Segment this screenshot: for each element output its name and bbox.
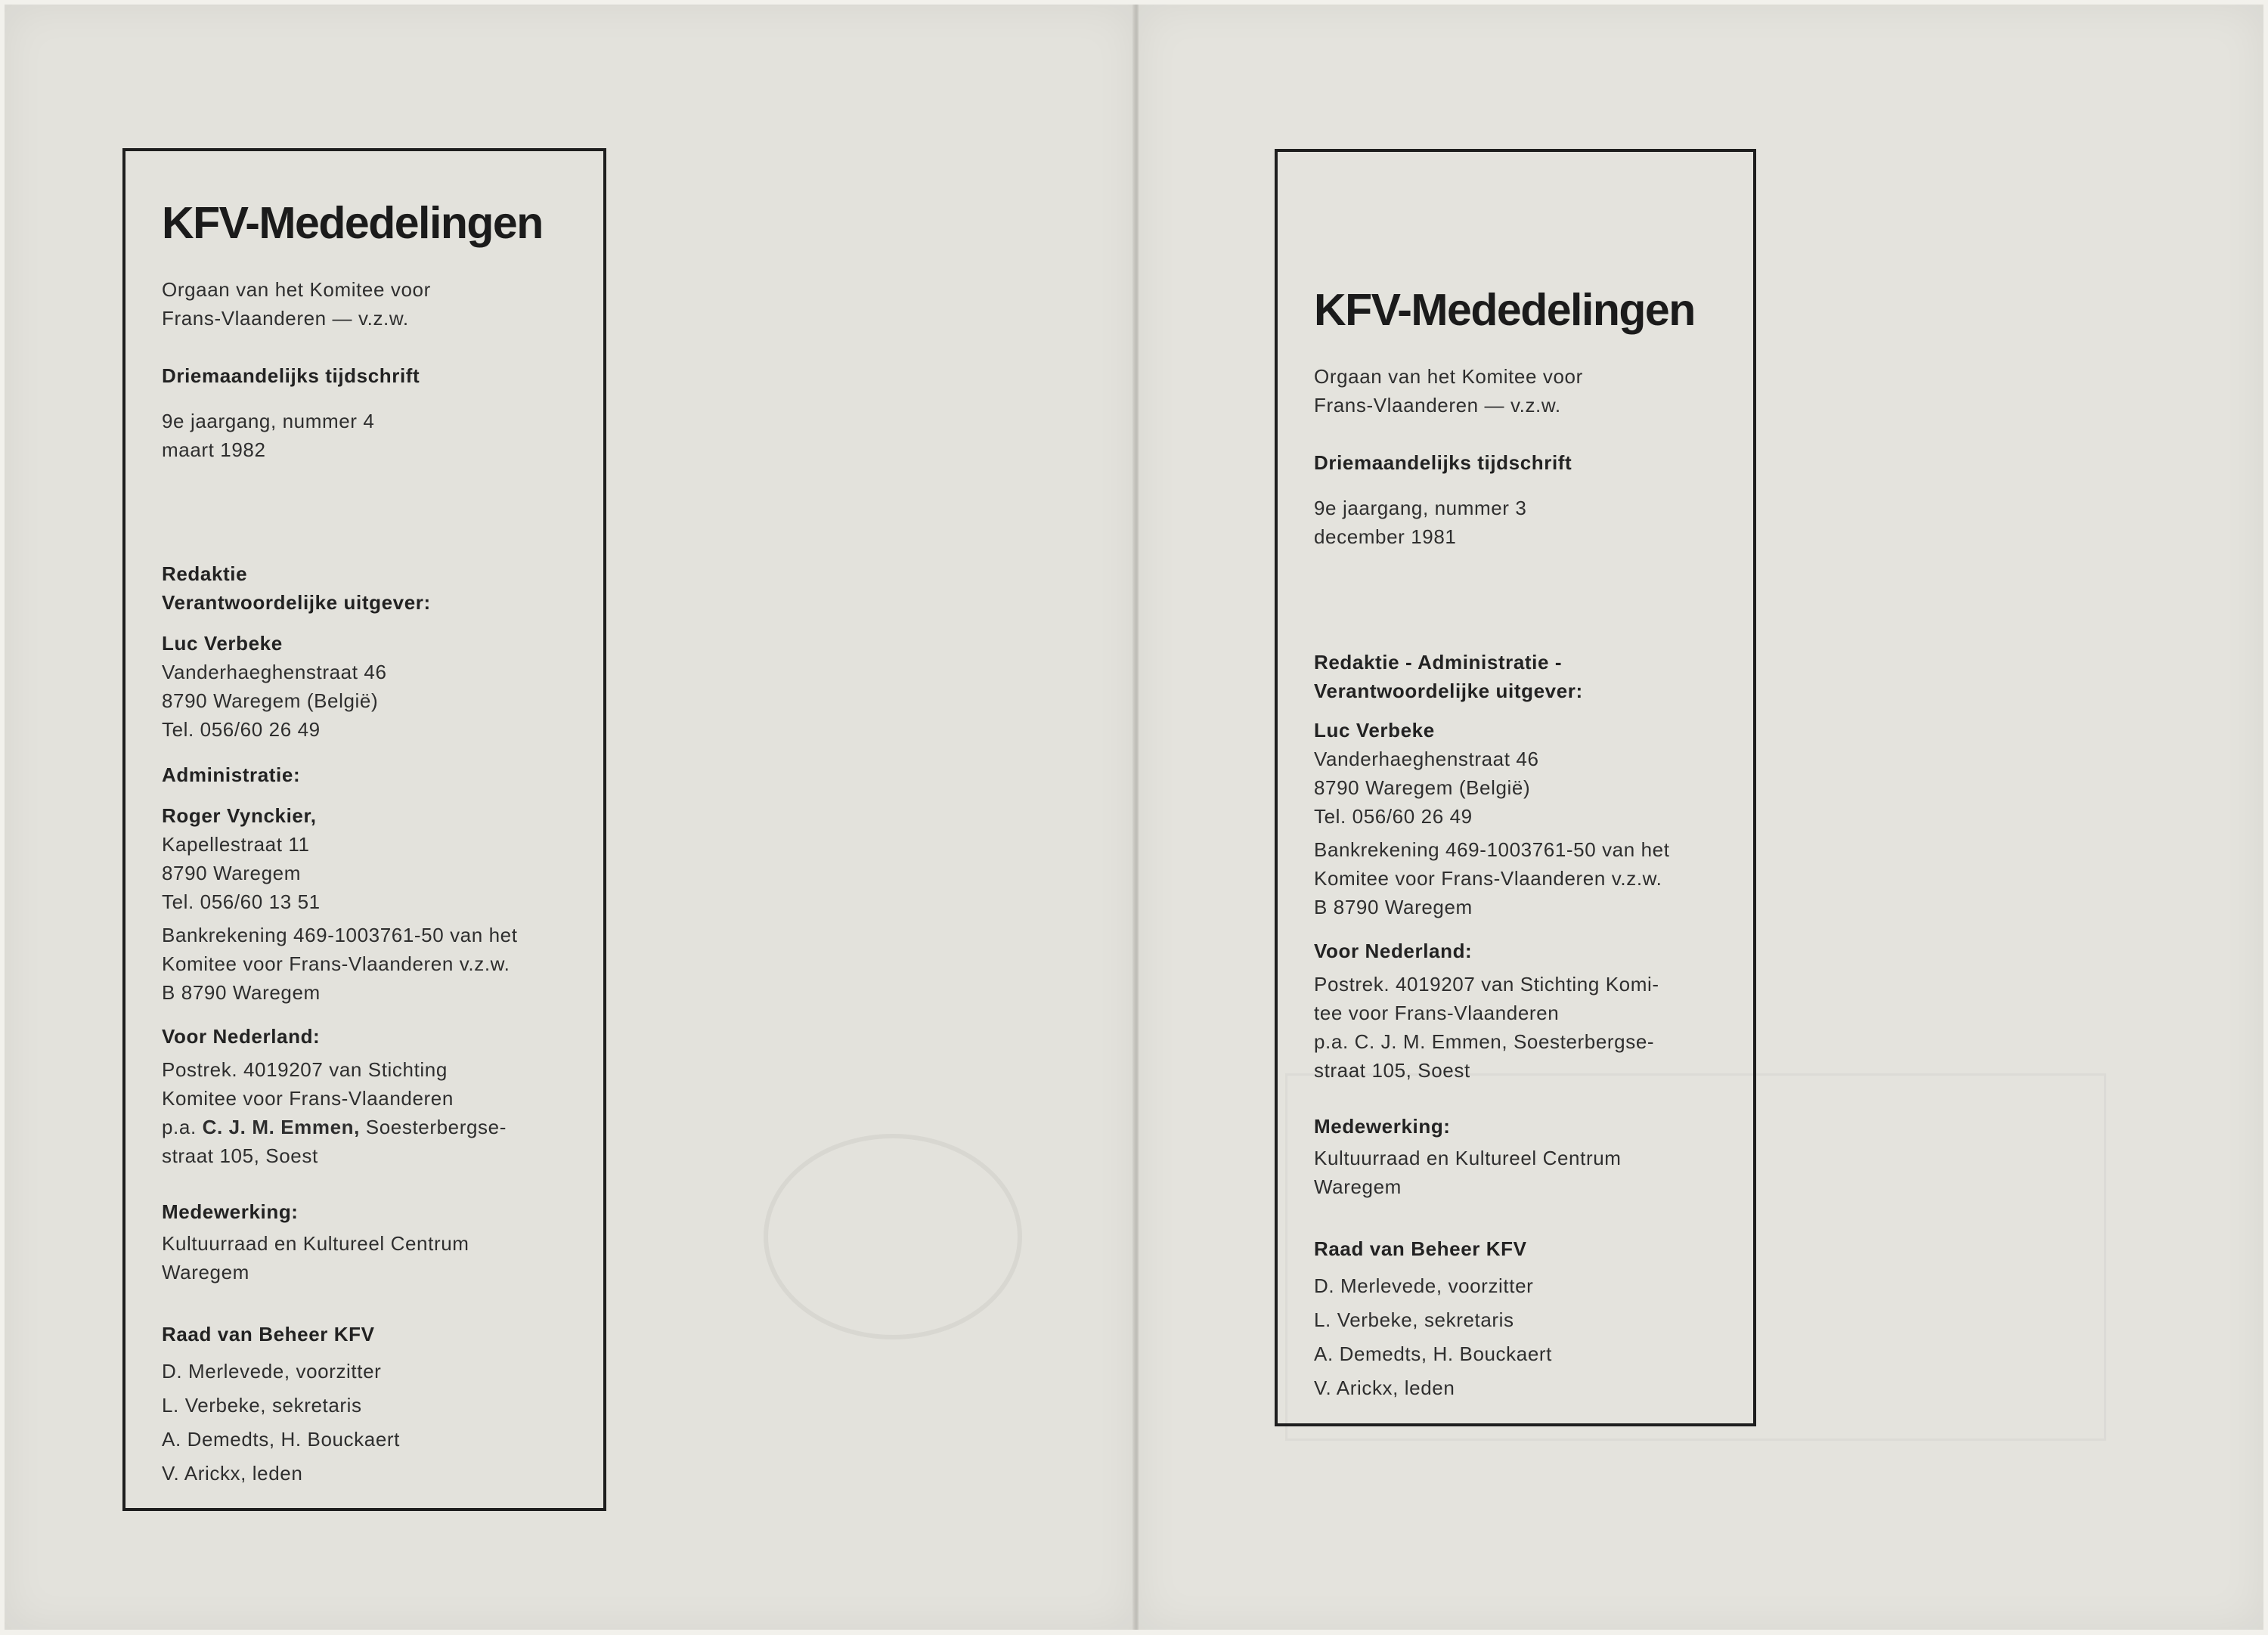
left-title: KFV-Mededelingen: [162, 198, 543, 248]
left-medewerking-line-1: Kultuurraad en Kultureel Centrum: [162, 1232, 469, 1255]
right-raad-heading: Raad van Beheer KFV: [1314, 1237, 1527, 1260]
right-editor-address-2: 8790 Waregem (België): [1314, 776, 1531, 799]
left-redaktie-line-1: Redaktie: [162, 562, 248, 585]
left-nl-line-4: straat 105, Soest: [162, 1144, 318, 1167]
left-raad-line-1: D. Merlevede, voorzitter: [162, 1360, 382, 1383]
right-nl-line-1: Postrek. 4019207 van Stichting Komi-: [1314, 973, 1659, 996]
right-bank-line-1: Bankrekening 469-1003761-50 van het: [1314, 838, 1670, 861]
right-organ-line-1: Orgaan van het Komitee voor: [1314, 365, 1583, 388]
left-nl-pa-name: C. J. M. Emmen,: [202, 1116, 360, 1138]
left-issue: [162, 407, 585, 464]
left-admin-address-1: Kapellestraat 11: [162, 833, 310, 856]
left-nl-pa-suffix: Soesterbergse-: [359, 1116, 507, 1138]
left-editor-address-1: Vanderhaeghenstraat 46: [162, 661, 387, 683]
right-redaktie-heading: [1314, 648, 1735, 705]
left-nl-block: [162, 1055, 585, 1170]
left-admin-address-3: Tel. 056/60 13 51: [162, 890, 321, 913]
right-medewerking-line-1: Kultuurraad en Kultureel Centrum: [1314, 1147, 1622, 1169]
right-raad-line-2: L. Verbeke, sekretaris: [1314, 1308, 1514, 1331]
left-redaktie-line-2: Verantwoordelijke uitgever:: [162, 591, 431, 614]
right-nl-heading: Voor Nederland:: [1314, 940, 1473, 962]
left-nl-line-2: Komitee voor Frans-Vlaanderen: [162, 1087, 454, 1110]
left-editor-name: Luc Verbeke: [162, 632, 283, 655]
right-editor-address-3: Tel. 056/60 26 49: [1314, 805, 1473, 828]
right-bank-line-3: B 8790 Waregem: [1314, 896, 1473, 918]
left-editor-address-2: 8790 Waregem (België): [162, 689, 379, 712]
left-nl-line-3: [162, 1113, 585, 1141]
right-raad-block: [1314, 1269, 1735, 1405]
left-redaktie-heading: [162, 559, 585, 617]
left-issue-line-2: maart 1982: [162, 438, 266, 461]
right-organ: [1314, 362, 1735, 420]
right-medewerking-line-2: Waregem: [1314, 1175, 1402, 1198]
left-organ-line-1: Orgaan van het Komitee voor: [162, 278, 431, 301]
right-redaktie-line-2: Verantwoordelijke uitgever:: [1314, 680, 1583, 702]
left-periodical: Driemaandelijks tijdschrift: [162, 364, 420, 387]
left-organ-line-2: Frans-Vlaanderen — v.z.w.: [162, 307, 409, 330]
right-editor-name: Luc Verbeke: [1314, 719, 1435, 742]
right-nl-line-4: straat 105, Soest: [1314, 1059, 1470, 1082]
right-editor-address-1: Vanderhaeghenstraat 46: [1314, 748, 1539, 770]
left-admin-name: Roger Vynckier,: [162, 804, 317, 827]
right-issue-line-1: 9e jaargang, nummer 3: [1314, 497, 1527, 519]
left-editor-address-3: Tel. 056/60 26 49: [162, 718, 321, 741]
left-editor-block: [162, 629, 585, 744]
right-periodical: Driemaandelijks tijdschrift: [1314, 451, 1572, 474]
left-raad-line-2: L. Verbeke, sekretaris: [162, 1394, 362, 1417]
left-bank-line-2: Komitee voor Frans-Vlaanderen v.z.w.: [162, 952, 510, 975]
left-bank-line-1: Bankrekening 469-1003761-50 van het: [162, 924, 518, 946]
left-masthead-box: [122, 148, 606, 1511]
right-medewerking-heading: Medewerking:: [1314, 1115, 1451, 1138]
left-raad-line-3: A. Demedts, H. Bouckaert: [162, 1428, 400, 1451]
left-admin-heading: Administratie:: [162, 763, 301, 786]
right-title: KFV-Mededelingen: [1314, 285, 1695, 335]
right-redaktie-line-1: Redaktie - Administratie -: [1314, 651, 1563, 674]
left-admin-address-2: 8790 Waregem: [162, 862, 301, 884]
right-editor-block: [1314, 716, 1735, 831]
left-medewerking-block: [162, 1229, 585, 1287]
right-raad-line-3: A. Demedts, H. Bouckaert: [1314, 1342, 1552, 1365]
left-nl-pa-prefix: p.a.: [162, 1116, 203, 1138]
left-nl-line-1: Postrek. 4019207 van Stichting: [162, 1058, 448, 1081]
right-nl-block: [1314, 970, 1735, 1085]
right-raad-line-4: V. Arickx, leden: [1314, 1376, 1455, 1399]
right-issue: [1314, 494, 1735, 551]
left-raad-line-4: V. Arickx, leden: [162, 1462, 303, 1485]
left-raad-heading: Raad van Beheer KFV: [162, 1323, 375, 1345]
left-admin-block: [162, 801, 585, 916]
right-bank-block: [1314, 835, 1735, 921]
right-medewerking-block: [1314, 1144, 1735, 1201]
left-issue-line-1: 9e jaargang, nummer 4: [162, 410, 375, 432]
right-nl-line-2: tee voor Frans-Vlaanderen: [1314, 1002, 1560, 1024]
left-raad-block: [162, 1355, 585, 1491]
right-issue-line-2: december 1981: [1314, 525, 1457, 548]
left-bank-block: [162, 921, 585, 1007]
show-through-decoration: [764, 1134, 1022, 1339]
right-bank-line-2: Komitee voor Frans-Vlaanderen v.z.w.: [1314, 867, 1662, 890]
left-medewerking-line-2: Waregem: [162, 1261, 249, 1284]
right-nl-line-3: p.a. C. J. M. Emmen, Soesterbergse-: [1314, 1030, 1655, 1053]
left-nl-heading: Voor Nederland:: [162, 1025, 321, 1048]
left-organ: [162, 275, 585, 333]
left-medewerking-heading: Medewerking:: [162, 1200, 299, 1223]
right-organ-line-2: Frans-Vlaanderen — v.z.w.: [1314, 394, 1561, 416]
right-raad-line-1: D. Merlevede, voorzitter: [1314, 1274, 1534, 1297]
left-bank-line-3: B 8790 Waregem: [162, 981, 321, 1004]
right-masthead-box: [1275, 149, 1756, 1426]
